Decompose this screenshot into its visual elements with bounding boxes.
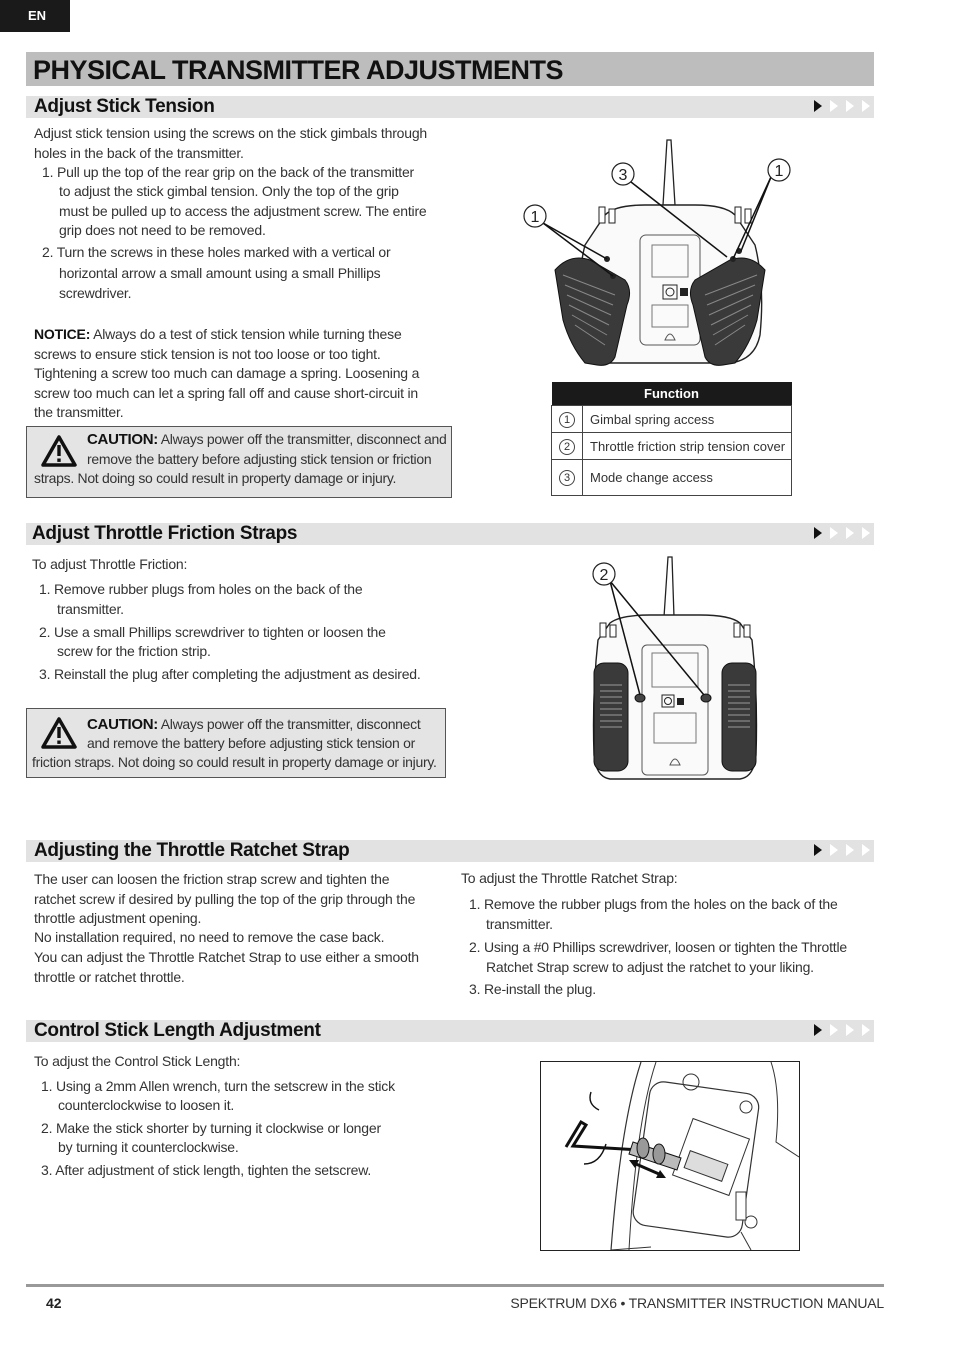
step-2-line: by turning it counterclockwise. [58, 1139, 239, 1155]
warning-triangle-icon [41, 435, 77, 467]
step-3-line: 3. Reinstall the plug after completing the adjustment as desired. [39, 666, 421, 682]
caution-line: friction straps. Not doing so could result in property damage or injury. [32, 754, 437, 770]
ratchet-lead: To adjust the Throttle Ratchet Strap: [461, 870, 678, 886]
stick-length-lead: To adjust the Control Stick Length: [34, 1053, 241, 1069]
section-header-stick-tension [26, 96, 874, 118]
callout-2: 2 [599, 567, 609, 584]
row-label: Throttle friction strip tension cover [583, 433, 792, 460]
step-1-line: counterclockwise to loosen it. [58, 1097, 235, 1113]
notice-label: NOTICE: [34, 326, 91, 342]
row-number: 1 [559, 412, 575, 428]
caution-line: straps. Not doing so could result in property damage or injury. [34, 470, 397, 486]
step-3-line: 3. Re-install the plug. [469, 981, 596, 997]
callout-1: 1 [530, 209, 540, 226]
caution-line: remove the battery before adjusting stick tension or friction [87, 451, 432, 467]
table-header: Function [552, 382, 792, 406]
step-1-line: transmitter. [486, 916, 553, 932]
step-1-line: transmitter. [57, 601, 124, 617]
caution-line: and remove the battery before adjusting stick tension or [87, 735, 415, 751]
section-arrows-icon [814, 1024, 870, 1038]
warning-triangle-icon [41, 717, 77, 749]
step-1-line: grip does not need to be removed. [59, 222, 266, 238]
footer-divider [26, 1284, 884, 1287]
step-3-line: 3. After adjustment of stick length, tighten the setscrew. [41, 1162, 372, 1178]
section-arrows-icon [814, 844, 870, 858]
step-1-line: to adjust the stick gimbal tension. Only the top of the grip [59, 183, 399, 199]
row-label: Mode change access [583, 460, 792, 496]
step-2-line: screw for the friction strip. [57, 643, 211, 659]
step-1-line: 1. Pull up the top of the rear grip on the back of the transmitter [42, 164, 415, 180]
table-row [552, 460, 792, 496]
section-arrows-icon [814, 100, 870, 114]
step-2-line: horizontal arrow a small amount using a small Phillips [59, 265, 381, 281]
section-header-ratchet [26, 840, 874, 862]
row-number: 2 [559, 439, 575, 455]
page-number: 42 [46, 1295, 62, 1311]
step-2-line: 2. Use a small Phillips screwdriver to tighten or loosen the [39, 624, 386, 640]
section-header-stick-length [26, 1020, 874, 1042]
notice-text: Always do a test of stick tension while turning these screws to ensure stick tension is not too loose or too tight. Tightening a screw too much can damage a spring. Loosening a screw too much can let a spring fall off and cause short-circuit in the transmitter. [34, 326, 420, 420]
step-2-line: 2. Make the stick shorter by turning it clockwise or longer [41, 1120, 381, 1136]
step-2-line: 2. Using a #0 Phillips screwdriver, loosen or tighten the Throttle [469, 939, 847, 955]
step-1-line: 1. Remove the rubber plugs from the holes on the back of the [469, 896, 838, 912]
step-1-line: 1. Remove rubber plugs from holes on the back of the [39, 581, 363, 597]
step-2-line: 2. Turn the screws in these holes marked with a vertical or [42, 244, 391, 260]
notice-paragraph [34, 325, 439, 423]
transmitter-friction-diagram [580, 555, 780, 783]
section-title: Adjust Throttle Friction Straps [32, 523, 298, 544]
page-title: PHYSICAL TRANSMITTER ADJUSTMENTS [26, 52, 874, 86]
table-row [552, 406, 792, 433]
ratchet-paragraph-3: You can adjust the Throttle Ratchet Strap to use either a smooth throttle or ratchet throttle. [34, 949, 419, 985]
step-2-line: screwdriver. [59, 285, 132, 301]
caution-label: CAUTION: [87, 431, 158, 448]
transmitter-back-diagram [515, 135, 805, 370]
step-1-line: must be pulled up to access the adjustment screw. The entire [59, 203, 427, 219]
section-title: Adjusting the Throttle Ratchet Strap [34, 840, 350, 861]
row-label: Gimbal spring access [583, 406, 792, 433]
caution-box [26, 708, 446, 778]
caution-line [87, 430, 446, 450]
row-number: 3 [559, 470, 575, 486]
manual-title: SPEKTRUM DX6 • TRANSMITTER INSTRUCTION MANUAL [510, 1295, 884, 1311]
stick-length-diagram [540, 1061, 800, 1251]
step-1-line: 1. Using a 2mm Allen wrench, turn the setscrew in the stick [41, 1078, 395, 1094]
callout-1: 1 [774, 163, 784, 180]
callout-3: 3 [618, 167, 628, 184]
section-title: Adjust Stick Tension [34, 96, 215, 117]
function-table [551, 382, 792, 496]
friction-lead: To adjust Throttle Friction: [32, 556, 188, 572]
section-title: Control Stick Length Adjustment [34, 1020, 321, 1041]
stick-tension-intro: Adjust stick tension using the screws on the stick gimbals through holes in the back of the transmitter. [34, 125, 427, 161]
caution-text: Always power off the transmitter, disconnect [160, 716, 421, 732]
caution-text: Always power off the transmitter, disconnect and [160, 431, 447, 447]
caution-line [87, 715, 420, 735]
table-row [552, 433, 792, 460]
ratchet-paragraph-2: No installation required, no need to remove the case back. [34, 929, 385, 945]
step-2-line: Ratchet Strap screw to adjust the ratchet to your liking. [486, 959, 814, 975]
ratchet-paragraph-1: The user can loosen the friction strap screw and tighten the ratchet screw if desired by pulling the top of the grip through the throttle adjustment opening. [34, 871, 416, 926]
section-arrows-icon [814, 527, 870, 541]
section-header-friction-straps [26, 523, 874, 545]
caution-box [26, 426, 452, 498]
caution-label: CAUTION: [87, 716, 158, 733]
language-tab: EN [0, 0, 70, 32]
